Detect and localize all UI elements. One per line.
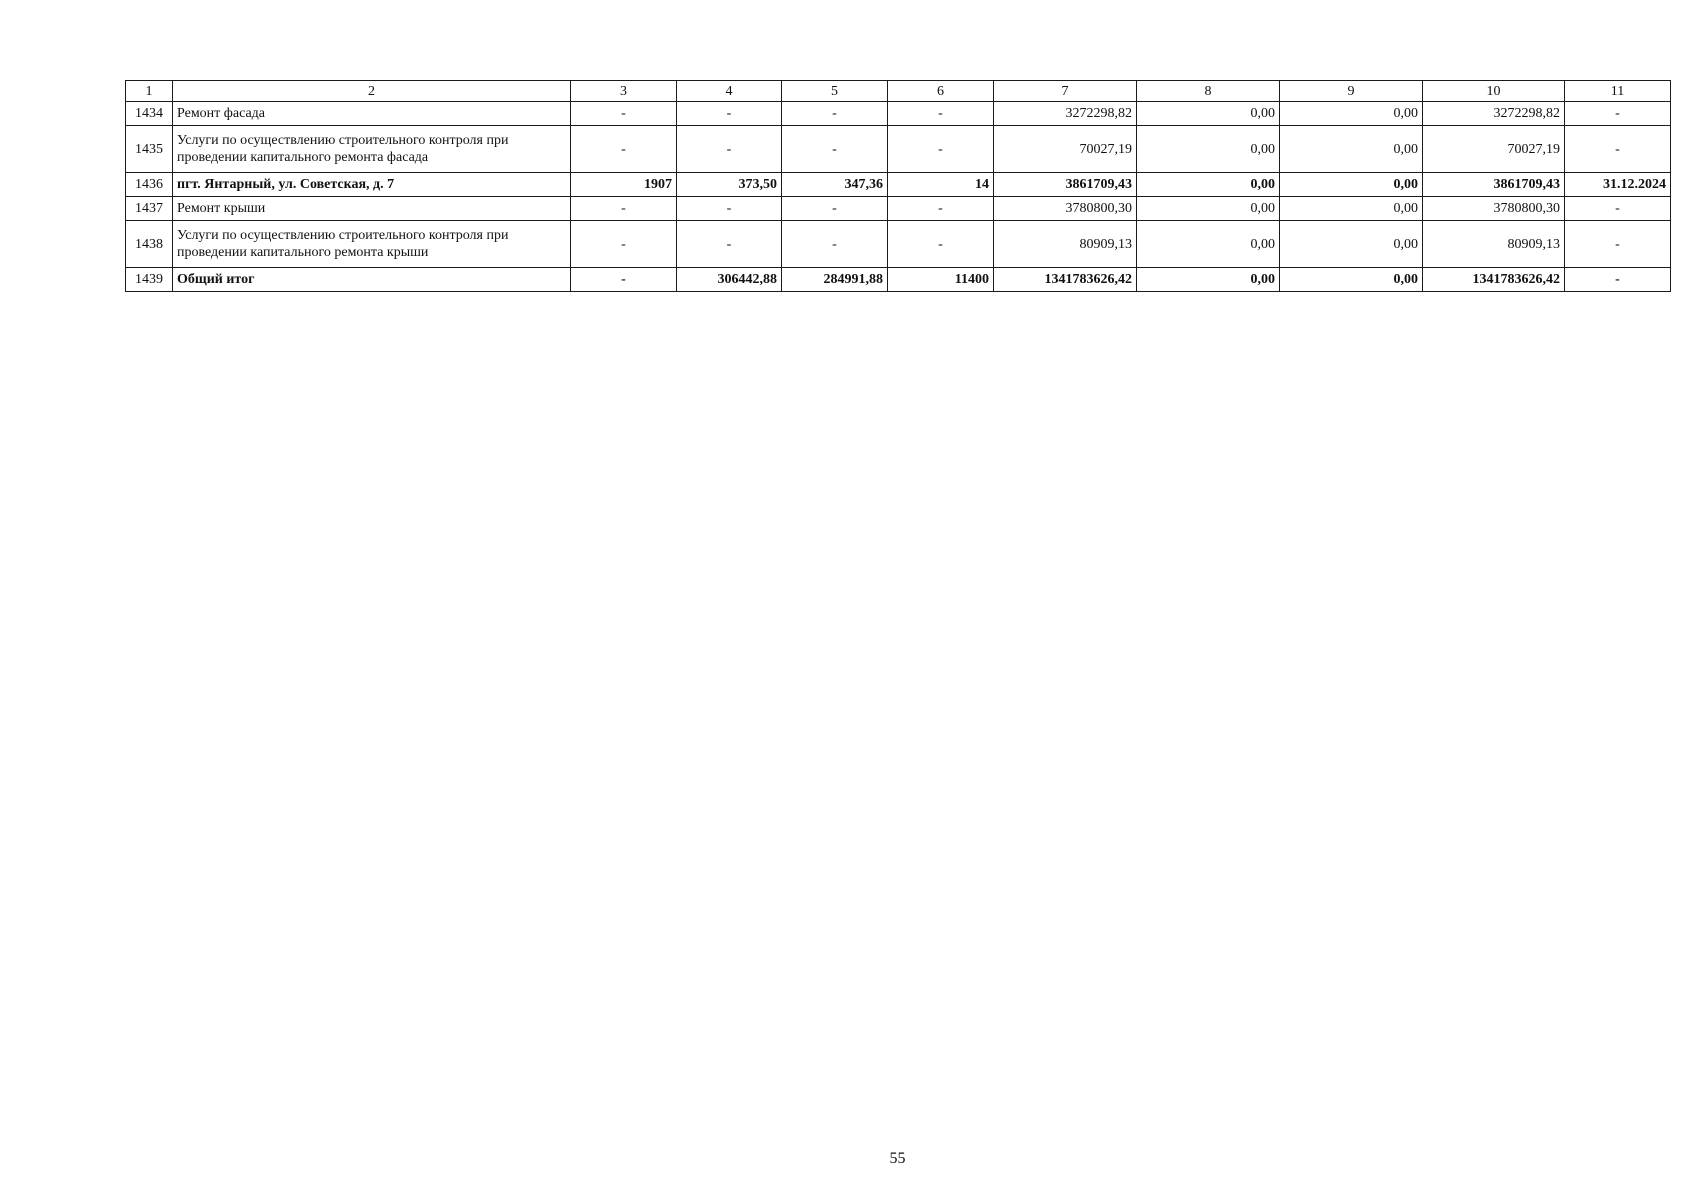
cell-col-5: - xyxy=(782,221,888,268)
table-row xyxy=(126,102,1671,126)
row-name: пгт. Янтарный, ул. Советская, д. 7 xyxy=(173,173,571,197)
cell-col-3: - xyxy=(571,197,677,221)
cell-col-4: - xyxy=(677,102,782,126)
cell-col-7: 3272298,82 xyxy=(994,102,1137,126)
row-name: Ремонт крыши xyxy=(173,197,571,221)
cell-col-9: 0,00 xyxy=(1280,102,1423,126)
cell-col-10: 3780800,30 xyxy=(1423,197,1565,221)
cell-col-8: 0,00 xyxy=(1137,173,1280,197)
cell-col-11: - xyxy=(1565,126,1671,173)
cell-col-6: 11400 xyxy=(888,268,994,292)
cell-col-7: 1341783626,42 xyxy=(994,268,1137,292)
cell-col-3: - xyxy=(571,126,677,173)
table-row xyxy=(126,173,1671,197)
cell-col-6: - xyxy=(888,197,994,221)
header-cell-10: 10 xyxy=(1423,81,1565,102)
table-row-grand-total xyxy=(126,268,1671,292)
cell-col-4: - xyxy=(677,197,782,221)
table-row xyxy=(126,126,1671,173)
row-number: 1436 xyxy=(126,173,173,197)
cell-col-5: 284991,88 xyxy=(782,268,888,292)
cell-col-10: 3861709,43 xyxy=(1423,173,1565,197)
row-number: 1439 xyxy=(126,268,173,292)
cell-col-8: 0,00 xyxy=(1137,221,1280,268)
cell-col-4: 373,50 xyxy=(677,173,782,197)
cell-col-3: - xyxy=(571,268,677,292)
cell-col-9: 0,00 xyxy=(1280,126,1423,173)
header-cell-9: 9 xyxy=(1280,81,1423,102)
cell-col-6: - xyxy=(888,126,994,173)
header-cell-3: 3 xyxy=(571,81,677,102)
cell-col-11: - xyxy=(1565,197,1671,221)
capital-repair-table xyxy=(125,80,1671,292)
row-number: 1437 xyxy=(126,197,173,221)
cell-col-5: 347,36 xyxy=(782,173,888,197)
cell-col-11: - xyxy=(1565,221,1671,268)
cell-col-7: 70027,19 xyxy=(994,126,1137,173)
row-name: Ремонт фасада xyxy=(173,102,571,126)
cell-col-10: 70027,19 xyxy=(1423,126,1565,173)
cell-col-4: 306442,88 xyxy=(677,268,782,292)
table-row xyxy=(126,221,1671,268)
cell-col-8: 0,00 xyxy=(1137,102,1280,126)
cell-col-10: 3272298,82 xyxy=(1423,102,1565,126)
cell-col-8: 0,00 xyxy=(1137,197,1280,221)
cell-col-4: - xyxy=(677,126,782,173)
cell-col-10: 1341783626,42 xyxy=(1423,268,1565,292)
header-cell-11: 11 xyxy=(1565,81,1671,102)
cell-col-7: 3861709,43 xyxy=(994,173,1137,197)
row-number: 1434 xyxy=(126,102,173,126)
cell-col-3: - xyxy=(571,221,677,268)
header-cell-5: 5 xyxy=(782,81,888,102)
cell-col-3: - xyxy=(571,102,677,126)
header-cell-1: 1 xyxy=(126,81,173,102)
row-name: Услуги по осуществлению строительного контроля при проведении капитального ремонта крыши xyxy=(173,221,571,268)
cell-col-4: - xyxy=(677,221,782,268)
cell-col-11: 31.12.2024 xyxy=(1565,173,1671,197)
cell-col-11: - xyxy=(1565,102,1671,126)
cell-col-7: 80909,13 xyxy=(994,221,1137,268)
row-number: 1435 xyxy=(126,126,173,173)
cell-col-8: 0,00 xyxy=(1137,126,1280,173)
cell-col-5: - xyxy=(782,126,888,173)
cell-col-9: 0,00 xyxy=(1280,197,1423,221)
header-cell-6: 6 xyxy=(888,81,994,102)
cell-col-7: 3780800,30 xyxy=(994,197,1137,221)
row-name: Услуги по осуществлению строительного контроля при проведении капитального ремонта фасада xyxy=(173,126,571,173)
header-cell-4: 4 xyxy=(677,81,782,102)
page-number: 55 xyxy=(889,1150,906,1167)
cell-col-6: - xyxy=(888,221,994,268)
cell-col-6: 14 xyxy=(888,173,994,197)
cell-col-9: 0,00 xyxy=(1280,173,1423,197)
column-number-header-row xyxy=(126,81,1671,102)
cell-col-6: - xyxy=(888,102,994,126)
cell-col-5: - xyxy=(782,197,888,221)
cell-col-5: - xyxy=(782,102,888,126)
row-number: 1438 xyxy=(126,221,173,268)
header-cell-8: 8 xyxy=(1137,81,1280,102)
cell-col-10: 80909,13 xyxy=(1423,221,1565,268)
table-row xyxy=(126,197,1671,221)
cell-col-8: 0,00 xyxy=(1137,268,1280,292)
cell-col-9: 0,00 xyxy=(1280,221,1423,268)
row-name: Общий итог xyxy=(173,268,571,292)
cell-col-9: 0,00 xyxy=(1280,268,1423,292)
header-cell-7: 7 xyxy=(994,81,1137,102)
header-cell-2: 2 xyxy=(173,81,571,102)
cell-col-3: 1907 xyxy=(571,173,677,197)
cell-col-11: - xyxy=(1565,268,1671,292)
